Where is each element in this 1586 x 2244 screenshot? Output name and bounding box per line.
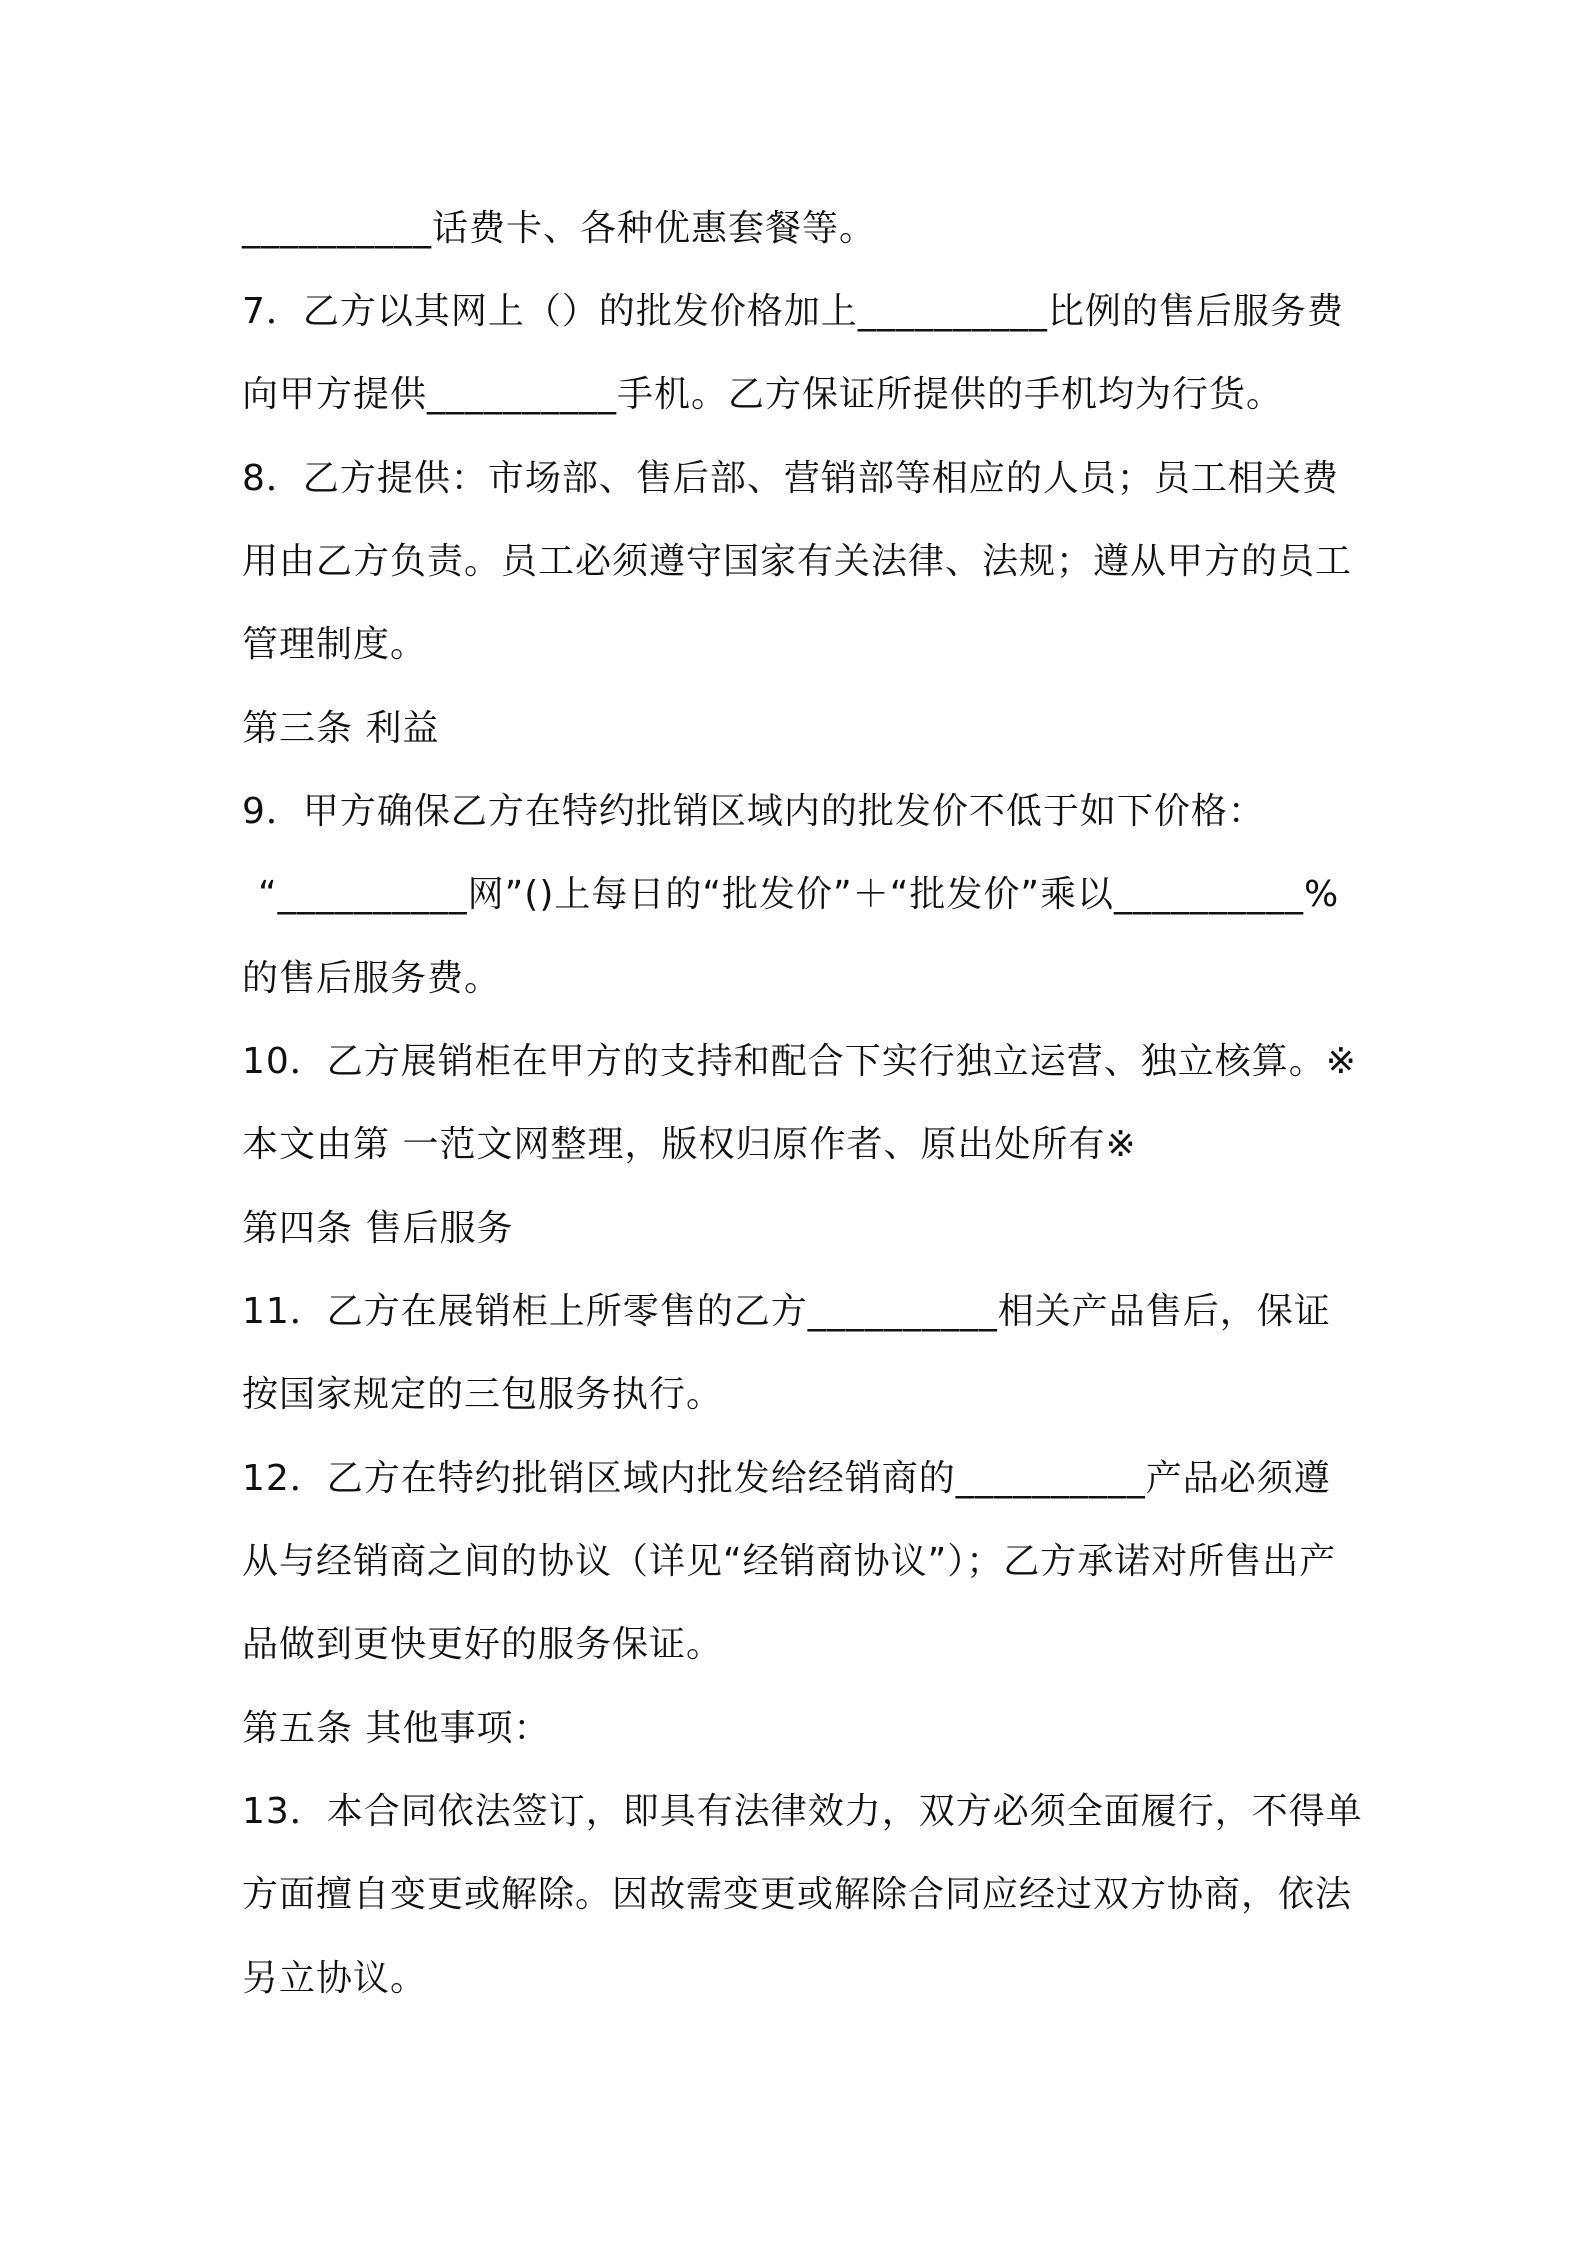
clause-9-line-2: “__________网”()上每日的“批发价”＋“批发价”乘以__________% <box>258 874 1340 915</box>
article-3-heading: 第三条 利益 <box>242 708 440 749</box>
clause-8-line-3: 管理制度。 <box>242 624 428 665</box>
clause-12-line-1: 12．乙方在特约批销区域内批发给经销商的__________产品必须遵 <box>242 1458 1331 1499</box>
clause-13-line-3: 另立协议。 <box>242 1958 428 1999</box>
clause-11-line-1: 11．乙方在展销柜上所零售的乙方__________相关产品售后，保证 <box>242 1291 1331 1332</box>
clause-12-line-2: 从与经销商之间的协议（详见“经销商协议”）；乙方承诺对所售出产 <box>242 1541 1337 1582</box>
clause-12-line-3: 品做到更快更好的服务保证。 <box>242 1624 724 1665</box>
clause-10-line-2: 本文由第 一范文网整理，版权归原作者、原出处所有※ <box>242 1124 1137 1165</box>
article-4-heading: 第四条 售后服务 <box>242 1208 514 1249</box>
clause-9-line-3: 的售后服务费。 <box>242 958 502 999</box>
text-line-1: __________话费卡、各种优惠套餐等。 <box>242 208 877 249</box>
article-5-heading: 第五条 其他事项： <box>242 1708 551 1749</box>
clause-13-line-2: 方面擅自变更或解除。因故需变更或解除合同应经过双方协商，依法 <box>242 1874 1353 1915</box>
clause-10-line-1: 10．乙方展销柜在甲方的支持和配合下实行独立运营、独立核算。※ <box>242 1041 1357 1082</box>
clause-13-line-1: 13．本合同依法签订，即具有法律效力，双方必须全面履行，不得单 <box>242 1791 1363 1832</box>
clause-7-line-1: 7．乙方以其网上（）的批发价格加上__________比例的售后服务费 <box>242 291 1344 332</box>
clause-11-line-2: 按国家规定的三包服务执行。 <box>242 1374 724 1415</box>
clause-7-line-2: 向甲方提供__________手机。乙方保证所提供的手机均为行货。 <box>242 374 1284 415</box>
clause-9-line-1: 9．甲方确保乙方在特约批销区域内的批发价不低于如下价格： <box>242 791 1265 832</box>
clause-8-line-1: 8．乙方提供：市场部、售后部、营销部等相应的人员；员工相关费 <box>242 458 1339 499</box>
clause-8-line-2: 用由乙方负责。员工必须遵守国家有关法律、法规；遵从甲方的员工 <box>242 541 1353 582</box>
